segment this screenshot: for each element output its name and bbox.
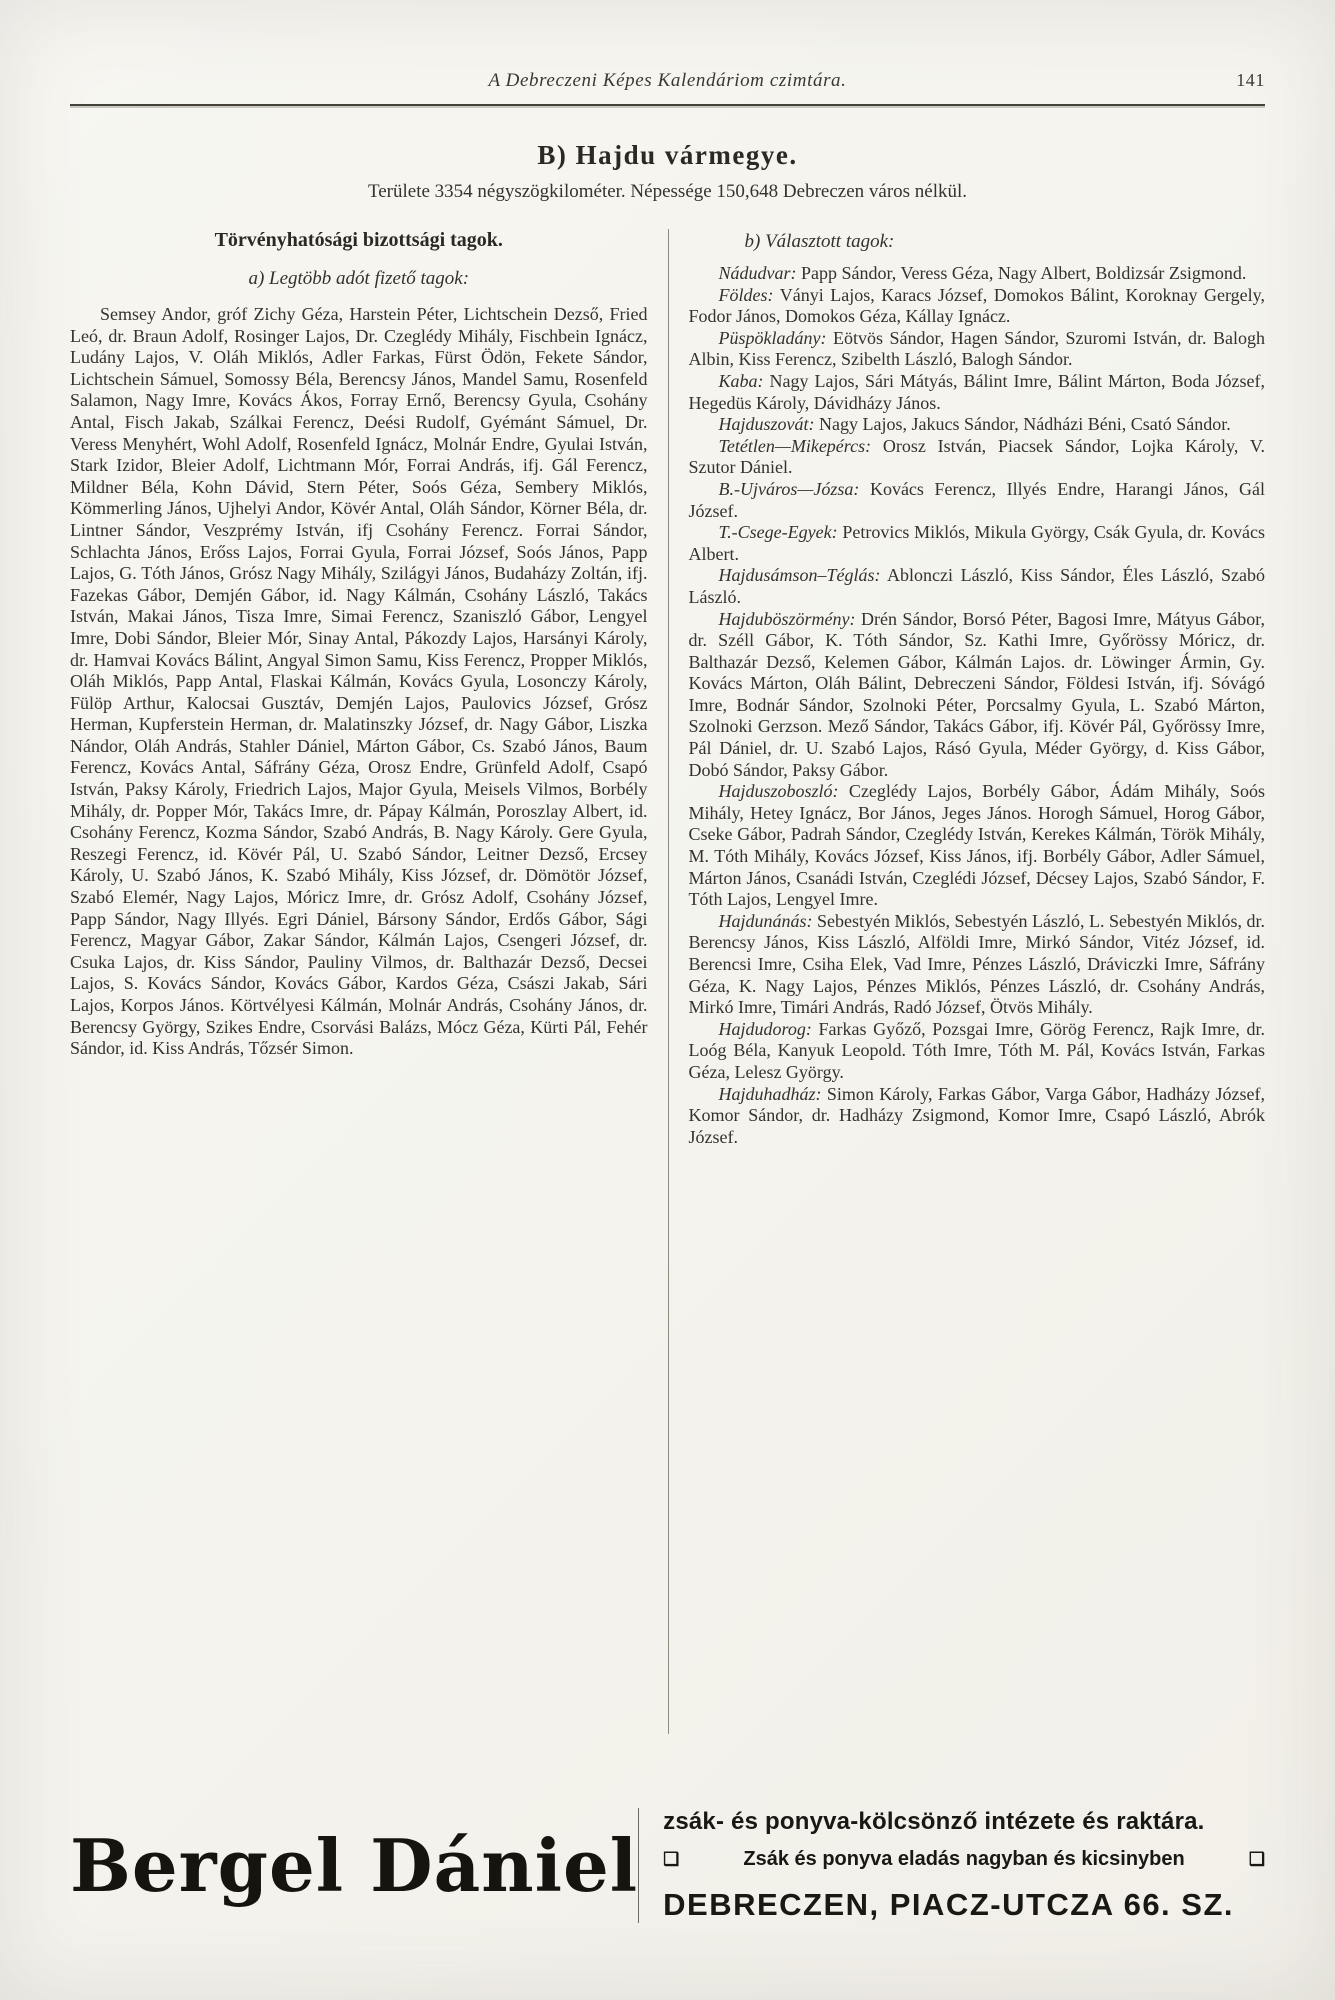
ward-members: Ványi Lajos, Karacs József, Domokos Bálint, Koroknay Gergely, Fodor János, Domokos Géza, Kállay Ignácz.	[688, 284, 1265, 327]
ward-entry	[689, 911, 1266, 1019]
square-icon: ❑	[1248, 1849, 1265, 1869]
ward-members: Nagy Lajos, Jakucs Sándor, Nádházi Béni, Csató Sándor.	[814, 414, 1231, 435]
page-number: 141	[1236, 70, 1265, 90]
ward-entry	[689, 1084, 1266, 1149]
ward-members: Czeglédy Lajos, Borbély Gábor, Ádám Mihály, Soós Mihály, Hetey Ignácz, Bor János, Jeges János. Horogh Sámuel, Horog Gábor, Cseke Gábor, Padrah Sándor, Czeglédy István, Kerekes Kálmán, Török Mihály, M. Tóth Mihály, Kovács József, Kiss János, ifj. Borbély Gábor, Adler Sámuel, Márton János, Csanádi István, Czeglédi József, Décsey Lajos, Szabó Sándor, F. Tóth Lajos, Lengyel Imre.	[688, 781, 1265, 910]
ward-members: Farkas Győző, Pozsgai Imre, Görög Ferencz, Rajk Imre, dr. Loóg Béla, Kanyuk Leopold. Tóth Imre, Tóth M. Pál, Kovács István, Farkas Géza, Lelesz György.	[688, 1018, 1265, 1082]
ward-name: Püspökladány:	[718, 327, 827, 348]
ward-name: Hajdusámson–Téglás:	[718, 565, 881, 586]
ad-address-line: DEBRECZEN, PIACZ-UTCZA 66. SZ.	[663, 1886, 1235, 1922]
ward-members: Papp Sándor, Veress Géza, Nagy Albert, Boldizsár Zsigmond.	[796, 263, 1247, 283]
running-header-title: A Debreczeni Képes Kalendáriom czimtára.	[488, 70, 847, 91]
ward-name: Hajduszoboszló:	[718, 781, 839, 802]
ward-entry	[689, 263, 1266, 285]
ward-members: Kovács Ferencz, Illyés Endre, Harangi János, Gál József.	[688, 478, 1265, 521]
ward-entry	[689, 522, 1266, 565]
ward-members: Nagy Lajos, Sári Mátyás, Bálint Imre, Bálint Márton, Boda József, Hegedüs Károly, Dávidházy János.	[688, 370, 1265, 413]
ward-name: Hajdunánás:	[718, 910, 813, 931]
ward-entry	[689, 565, 1266, 608]
left-column	[70, 229, 668, 1734]
header-rule	[70, 104, 1265, 106]
ward-entry	[689, 328, 1266, 371]
section-title: B) Hajdu vármegye.	[537, 140, 798, 170]
ward-entry	[689, 371, 1266, 414]
section-subtitle: Területe 3354 négyszögkilométer. Népessége 150,648 Debreczen város nélkül.	[367, 181, 968, 202]
two-column-body	[70, 229, 1265, 1734]
ward-members: Simon Károly, Farkas Gábor, Varga Gábor, Hadházy József, Komor Sándor, dr. Hadházy Zsigmond, Komor Imre, Csapó László, Abrók József.	[688, 1083, 1265, 1147]
ward-entry	[689, 479, 1266, 522]
ad-sale-line	[663, 1848, 1265, 1871]
ward-entry	[689, 436, 1266, 479]
ward-name: Hajdudorog:	[718, 1018, 812, 1039]
ward-entry	[689, 414, 1266, 436]
ward-name: T.-Csege-Egyek:	[718, 522, 838, 543]
right-column-header: b) Választott tagok:	[744, 231, 895, 252]
running-header	[70, 70, 1265, 96]
left-column-subheader: a) Legtöbb adót fizető tagok:	[248, 268, 470, 289]
ward-name: B.-Ujváros—Józsa:	[718, 478, 860, 499]
ward-members: Eötvös Sándor, Hagen Sándor, Szuromi István, dr. Balogh Albin, Kiss Ferencz, Szibelth László, Balogh Sándor.	[688, 327, 1265, 370]
ward-members: Ablonczi László, Kiss Sándor, Éles László, Szabó László.	[688, 565, 1265, 607]
ward-name: Kaba:	[718, 370, 764, 391]
advertisement	[70, 1776, 1265, 1954]
ward-members: Drén Sándor, Borsó Péter, Bagosi Imre, Mátyus Gábor, dr. Széll Gábor, K. Tóth Sándor, Sz. Kathi Imre, Győrössy Móricz, dr. Balthazár Dezső, Kelemen Gábor, Kálmán Lajos. dr. Löwinger Ármin, Gy. Kovács Márton, Oláh Bálint, Debreczeni Sándor, Földesi István, ifj. Sóvágó Imre, Bodnár Sándor, Szolnoki Péter, Porcsalmy Gyula, L. Szabó Márton, Szolnoki Gerzson. Mező Sándor, Takács Gábor, ifj. Kövér Pál, Győrössy Imre, Pál Dániel, dr. U. Szabó Lajos, Rásó Gyula, Méder György, d. Kiss Gábor, Dobó Sándor, Paksy Gábor.	[688, 608, 1265, 780]
ward-members: Sebestyén Miklós, Sebestyén László, L. Sebestyén Miklós, dr. Berencsy János, Kiss László, Alföldi Imre, Mirkó Sándor, Vitéz József, id. Berencsi Imre, Csiha Elek, Vad Imre, Pénzes László, Dráviczki Imre, Sáfrány Géza, K. Nagy Lajos, Pénzes Miklós, Pénzes László, dr. Csohány András, Mirkó Imre, Timári András, Radó József, Ötvös Mihály.	[688, 910, 1265, 1018]
ward-entry	[689, 609, 1266, 782]
ward-members: Orosz István, Piacsek Sándor, Lojka Károly, V. Szutor Dániel.	[688, 435, 1265, 478]
ward-entry	[689, 1019, 1266, 1084]
ward-entry	[689, 285, 1266, 328]
taxpayer-members-list: Semsey Andor, gróf Zichy Géza, Harstein Péter, Lichtschein Dezső, Fried Leó, dr. Braun Adolf, Rosinger Lajos, Dr. Czeglédy Mihály, Fischbein Ignácz, Ludány Lajos, V. Oláh Miklós, Adler Farkas, Fürst Ödön, Fekete Sándor, Lichtschein Sámuel, Somossy Béla, Berencsy János, Mandel Samu, Rosenfeld Salamon, Nagy Imre, Kovács Ákos, Forray Ernő, Berencsy Gyula, Csohány Antal, Fisch Jakab, Szálkai Ferencz, Deési Rudolf, Gyémánt Sámuel, Dr. Veress Menyhért, Wohl Adolf, Rosenfeld Ignácz, Molnár Endre, Gyulai István, Stark Izidor, Bleier Adolf, Lichtmann Mór, Forrai András, ifj. Gál Ferencz, Mildner Béla, Kohn Dávid, Stern Péter, Soós Géza, Sembery Miklós, Kömmerling János, Ujhelyi Andor, Kövér Antal, Oláh Sándor, Körner Béla, dr. Lintner Sándor, Veszprémy István, ifj Csohány Ferencz. Forrai Sándor, Schlachta János, Erőss Lajos, Forrai Gyula, Forrai József, Soós János, Papp Lajos, G. Tóth János, Grósz Nagy Mihály, Szilágyi János, Budaházy Zoltán, ifj. Fazekas Gábor, Demjén Gábor, id. Nagy Kálmán, Csohány László, Takács István, Makai János, Tisza Imre, Simai Ferencz, Szaniszló Gábor, Lengyel Imre, Dobi Sándor, Bleier Mór, Sinay Antal, Pákozdy Lajos, Harsányi Károly, dr. Hamvai Kovács Bálint, Angyal Simon Samu, Kiss Ferencz, Propper Miklós, Oláh Miklós, Papp Antal, Flaskai Kálmán, Kovács Gyula, Losonczy Károly, Fülöp Arthur, Kalocsai Gusztáv, Demjén Lajos, Paulovics József, Grósz Herman, Kupferstein Herman, dr. Malatinszky József, dr. Nagy Gábor, Liszka Nándor, Oláh András, Stahler Dániel, Márton Gábor, Cs. Szabó János, Baum Ferencz, Kovács Antal, Sáfrány Géza, Orosz Endre, Grünfeld Adolf, Csapó István, Paksy Károly, Friedrich Lajos, Major Gyula, Meisels Vilmos, Borbély Mihály, dr. Popper Mór, Takács Imre, dr. Pápay Kálmán, Poroszlay Albert, id. Csohány Ferencz, Kozma Sándor, Szabó András, B. Nagy Károly. Gere Gyula, Reszegi Ferencz, id. Kövér Pál, U. Szabó Sándor, Leitner Dezső, Ercsey Károly, U. Szabó János, K. Szabó Mihály, Kiss József, dr. Dömötör József, Szabó Elemér, Nagy Lajos, Móricz Imre, dr. Grósz Adolf, Csohány József, Papp Sándor, Nagy Illyés. Egri Dániel, Bársony Sándor, Erdős Gábor, Sági Ferencz, Magyar Gábor, Zakar Sándor, Kálmán Lajos, Csengeri József, dr. Csuka Lajos, dr. Kiss Sándor, Pauliny Vilmos, dr. Balthazár Dezső, Decsei Lajos, S. Kovács Sándor, Kovács Gábor, Kardos Géza, Császi Jakab, Sári Lajos, Korpos János. Körtvélyesi Kálmán, Molnár András, Csohány János, dr. Berencsy György, Szikes Endre, Csorvási Balázs, Mócz Géza, Kürti Pál, Fehér Sándor, id. Kiss András, Tőzsér Simon.	[70, 304, 648, 1059]
advertisement-details	[638, 1808, 1265, 1923]
ward-name: Hajduhadház:	[718, 1083, 822, 1104]
ward-entry	[689, 781, 1266, 911]
left-column-header: Törvényhatósági bizottsági tagok.	[214, 229, 503, 251]
ward-name: Hajduszovát:	[718, 414, 815, 435]
ward-members: Petrovics Miklós, Mikula György, Csák Gyula, dr. Kovács Albert.	[688, 522, 1265, 564]
ward-name: Tetétlen—Mikepércs:	[718, 435, 872, 456]
ad-service-line: zsák- és ponyva-kölcsönző intézete és raktára.	[663, 1807, 1205, 1835]
advertiser-name: Bergel Dániel	[70, 1822, 639, 1908]
ward-name: Földes:	[718, 284, 774, 305]
ward-name: Hajduböszörmény:	[718, 608, 856, 629]
right-column	[668, 229, 1266, 1734]
ad-sale-text: Zsák és ponyva eladás nagyban és kicsinyben	[743, 1847, 1185, 1870]
square-icon: ❑	[663, 1849, 680, 1869]
ward-name: Nádudvar:	[718, 263, 797, 283]
